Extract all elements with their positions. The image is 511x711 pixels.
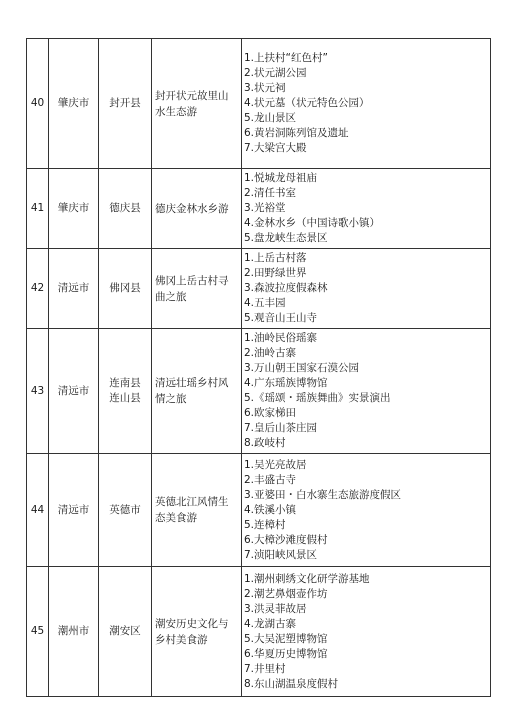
route-name: 佛冈上岳古村寻曲之旅 xyxy=(152,249,242,329)
attraction-list xyxy=(242,329,491,454)
list-item: 2.状元湖公园 xyxy=(244,67,307,79)
list-item: 2.田野绿世界 xyxy=(244,267,307,279)
row-number: 42 xyxy=(27,249,49,329)
city-cell: 清远市 xyxy=(49,454,99,567)
list-item: 1.吴光亮故居 xyxy=(244,458,307,471)
route-table xyxy=(26,38,491,697)
list-item: 1.油岭民俗瑶寨 xyxy=(244,332,318,344)
list-item: 5.连樟村 xyxy=(244,518,286,531)
route-name: 潮安历史文化与乡村美食游 xyxy=(152,567,242,697)
list-item: 5.盘龙峡生态景区 xyxy=(244,232,328,244)
list-item: 1.悦城龙母祖庙 xyxy=(244,172,318,184)
list-item: 3.森波拉度假森林 xyxy=(244,282,328,294)
county-cell: 佛冈县 xyxy=(99,249,152,329)
list-item: 2.清任书室 xyxy=(244,187,297,199)
list-item: 6.华夏历史博物馆 xyxy=(244,647,328,660)
attraction-list xyxy=(242,567,491,697)
list-item: 4.铁溪小镇 xyxy=(244,503,297,516)
list-item: 1.上岳古村落 xyxy=(244,252,307,264)
city-cell: 肇庆市 xyxy=(49,39,99,169)
list-item: 7.大梁宫大殿 xyxy=(244,142,307,154)
attraction-list xyxy=(242,249,491,329)
list-item: 2.潮艺鼻烟壶作坊 xyxy=(244,587,328,600)
city-cell: 清远市 xyxy=(49,329,99,454)
city-cell: 清远市 xyxy=(49,249,99,329)
attraction-list xyxy=(242,169,491,249)
list-item: 8.东山湖温泉度假村 xyxy=(244,677,339,690)
list-item: 7.浈阳峡风景区 xyxy=(244,548,318,561)
table-row xyxy=(27,567,491,697)
county-cell: 潮安区 xyxy=(99,567,152,697)
list-item: 5.《瑶颂・瑶族舞曲》实景演出 xyxy=(244,392,391,404)
list-item: 7.皇后山茶庄园 xyxy=(244,422,318,434)
list-item: 3.万山朝王国家石漠公园 xyxy=(244,362,360,374)
list-item: 3.亚婆田・白水寨生态旅游度假区 xyxy=(244,488,402,501)
list-item: 6.黄岩洞陈列馆及遗址 xyxy=(244,127,349,139)
city-cell: 肇庆市 xyxy=(49,169,99,249)
list-item: 6.欧家梯田 xyxy=(244,407,297,419)
county-cell: 连南县 连山县 xyxy=(99,329,152,454)
row-number: 45 xyxy=(27,567,49,697)
route-name: 封开状元故里山水生态游 xyxy=(152,39,242,169)
list-item: 4.状元墓（状元特色公园） xyxy=(244,97,370,109)
list-item: 2.油岭古寨 xyxy=(244,347,297,359)
attraction-list xyxy=(242,39,491,169)
list-item: 8.政岐村 xyxy=(244,437,286,449)
list-item: 4.龙湖古寨 xyxy=(244,617,297,630)
list-item: 5.观音山王山寺 xyxy=(244,312,318,324)
list-item: 3.光裕堂 xyxy=(244,202,286,214)
list-item: 2.丰盛古寺 xyxy=(244,473,297,486)
city-cell: 潮州市 xyxy=(49,567,99,697)
row-number: 43 xyxy=(27,329,49,454)
county-cell: 封开县 xyxy=(99,39,152,169)
row-number: 44 xyxy=(27,454,49,567)
list-item: 5.大吴泥塑博物馆 xyxy=(244,632,328,645)
table-row xyxy=(27,454,491,567)
route-name: 英德北江风情生态美食游 xyxy=(152,454,242,567)
list-item: 4.金林水乡（中国诗歌小镇） xyxy=(244,217,381,229)
list-item: 1.潮州刺绣文化研学游基地 xyxy=(244,572,370,585)
route-name: 清远壮瑶乡村风情之旅 xyxy=(152,329,242,454)
route-name: 德庆金林水乡游 xyxy=(152,169,242,249)
list-item: 1.上扶村“红色村” xyxy=(244,52,328,64)
list-item: 4.广东瑶族博物馆 xyxy=(244,377,328,389)
table-row xyxy=(27,249,491,329)
list-item: 6.大樟沙滩度假村 xyxy=(244,533,328,546)
list-item: 3.状元祠 xyxy=(244,82,286,94)
table-row xyxy=(27,329,491,454)
county-cell: 英德市 xyxy=(99,454,152,567)
row-number: 41 xyxy=(27,169,49,249)
table-row xyxy=(27,169,491,249)
row-number: 40 xyxy=(27,39,49,169)
list-item: 4.五丰园 xyxy=(244,297,286,309)
list-item: 3.洪灵菲故居 xyxy=(244,602,307,615)
county-cell: 德庆县 xyxy=(99,169,152,249)
list-item: 5.龙山景区 xyxy=(244,112,297,124)
table-row xyxy=(27,39,491,169)
attraction-list xyxy=(242,454,491,567)
list-item: 7.井里村 xyxy=(244,662,286,675)
